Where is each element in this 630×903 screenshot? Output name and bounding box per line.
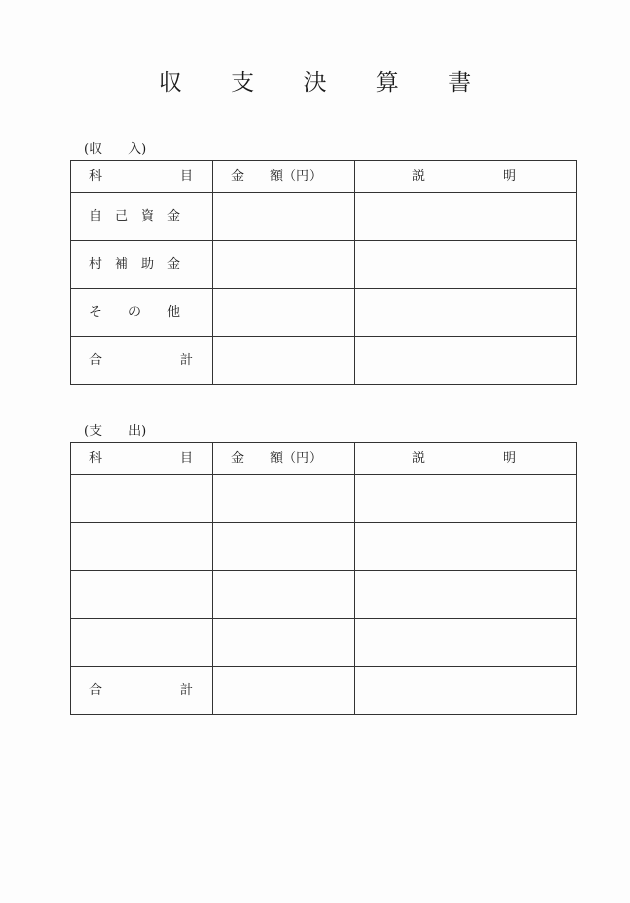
income-amount-cell[interactable] <box>213 289 355 337</box>
income-description-cell[interactable] <box>355 337 577 385</box>
income-row-own-funds <box>71 193 577 241</box>
income-header-description: 説 明 <box>355 161 577 193</box>
income-description-cell[interactable] <box>355 241 577 289</box>
income-header-row <box>71 161 577 193</box>
expense-row <box>71 571 577 619</box>
income-subject-cell: そ の 他 <box>71 289 213 337</box>
expense-row <box>71 475 577 523</box>
expense-table <box>70 442 577 715</box>
expense-row-total <box>71 667 577 715</box>
income-row-village-subsidy <box>71 241 577 289</box>
income-amount-cell[interactable] <box>213 193 355 241</box>
expense-subject-cell: 合 計 <box>71 667 213 715</box>
expense-amount-cell[interactable] <box>213 475 355 523</box>
expense-amount-cell[interactable] <box>213 619 355 667</box>
expense-header-amount: 金 額（円） <box>213 443 355 475</box>
income-description-cell[interactable] <box>355 193 577 241</box>
income-subject-cell: 合 計 <box>71 337 213 385</box>
income-row-total <box>71 337 577 385</box>
income-header-subject: 科 目 <box>71 161 213 193</box>
income-description-cell[interactable] <box>355 289 577 337</box>
expense-amount-cell[interactable] <box>213 571 355 619</box>
expense-amount-cell[interactable] <box>213 523 355 571</box>
expense-section-label: (支 出) <box>84 424 147 439</box>
expense-description-cell[interactable] <box>355 475 577 523</box>
expense-description-cell[interactable] <box>355 667 577 715</box>
expense-row <box>71 523 577 571</box>
income-row-other <box>71 289 577 337</box>
income-subject-cell: 自 己 資 金 <box>71 193 213 241</box>
expense-subject-cell[interactable] <box>71 571 213 619</box>
expense-header-row <box>71 443 577 475</box>
expense-header-description: 説 明 <box>355 443 577 475</box>
income-subject-cell: 村 補 助 金 <box>71 241 213 289</box>
income-amount-cell[interactable] <box>213 241 355 289</box>
income-table <box>70 160 577 385</box>
expense-row <box>71 619 577 667</box>
expense-subject-cell[interactable] <box>71 523 213 571</box>
expense-description-cell[interactable] <box>355 619 577 667</box>
income-section-label: (収 入) <box>84 142 147 157</box>
expense-subject-cell[interactable] <box>71 475 213 523</box>
income-amount-cell[interactable] <box>213 337 355 385</box>
expense-amount-cell[interactable] <box>213 667 355 715</box>
expense-description-cell[interactable] <box>355 523 577 571</box>
expense-header-subject: 科 目 <box>71 443 213 475</box>
income-header-amount: 金 額（円） <box>213 161 355 193</box>
page-title: 収 支 決 算 書 <box>158 70 493 96</box>
expense-subject-cell[interactable] <box>71 619 213 667</box>
expense-description-cell[interactable] <box>355 571 577 619</box>
